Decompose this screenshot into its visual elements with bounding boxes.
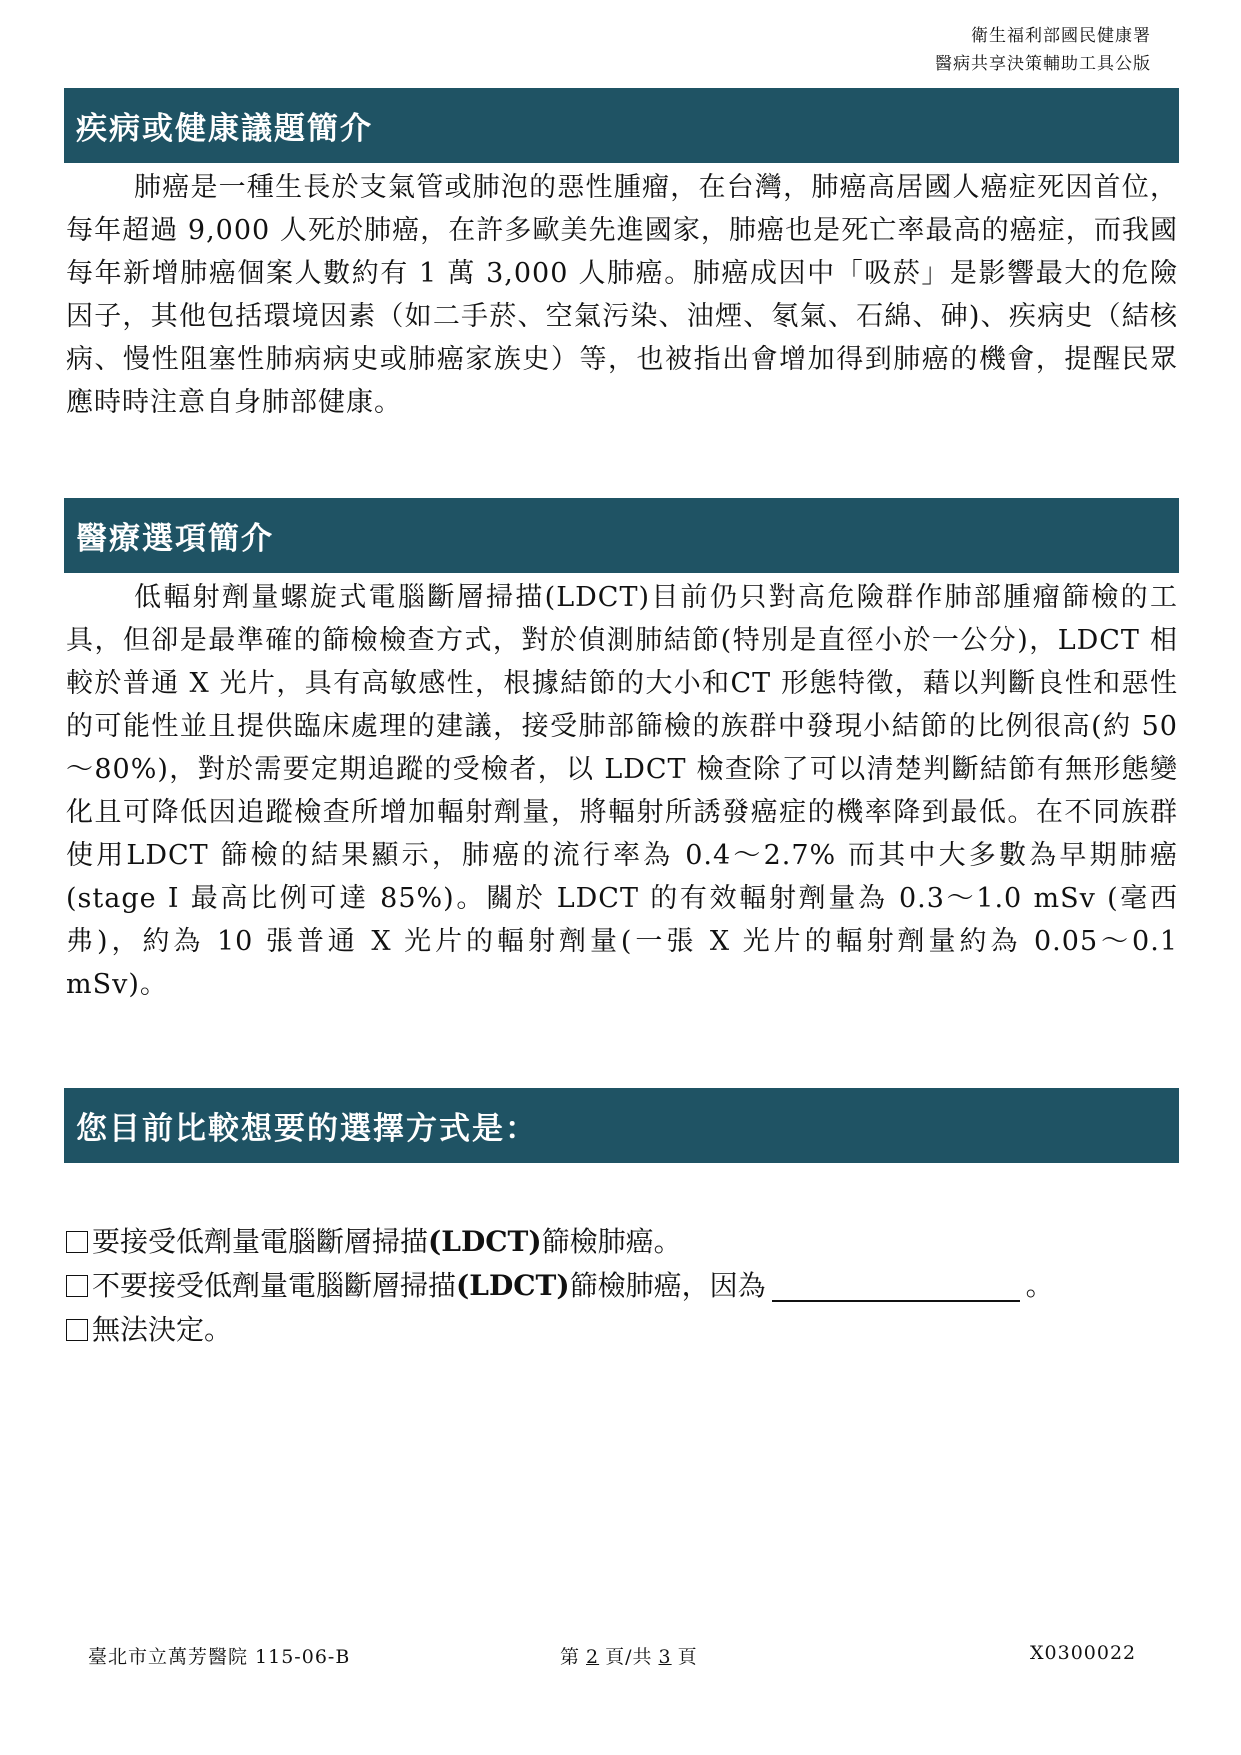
section-title-medical-options: 醫療選項簡介 [64, 498, 1179, 573]
document-header [935, 22, 1151, 78]
option-accept-text-bold: (LDCT) [428, 1225, 542, 1258]
option-decline-ldct[interactable] [66, 1264, 1054, 1308]
page-current: 2 [586, 1646, 600, 1668]
header-subtitle: 醫病共享決策輔助工具公版 [935, 54, 1151, 74]
option-decline-text-bold: (LDCT) [456, 1269, 570, 1302]
option-undecided-text: 無法決定。 [92, 1313, 233, 1346]
choice-options [66, 1220, 1054, 1352]
section-title-disease-intro: 疾病或健康議題簡介 [64, 88, 1179, 163]
option-decline-end: 。 [1025, 1269, 1054, 1302]
option-decline-text-post: 篩檢肺癌，因為 [569, 1269, 766, 1302]
page-prefix: 第 [560, 1646, 581, 1668]
option-accept-text-post: 篩檢肺癌。 [541, 1225, 682, 1258]
checkbox-accept[interactable] [66, 1231, 88, 1253]
page-suffix: 頁 [677, 1646, 698, 1668]
option-undecided[interactable] [66, 1308, 1054, 1352]
checkbox-decline[interactable] [66, 1275, 88, 1297]
option-decline-text-pre: 不要接受低劑量電腦斷層掃描 [92, 1269, 457, 1302]
option-accept-ldct[interactable] [66, 1220, 1054, 1264]
header-org: 衛生福利部國民健康署 [971, 26, 1151, 46]
reason-blank-field[interactable] [772, 1270, 1020, 1302]
checkbox-undecided[interactable] [66, 1319, 88, 1341]
page-total: 3 [658, 1646, 672, 1668]
option-accept-text-pre: 要接受低劑量電腦斷層掃描 [92, 1225, 429, 1258]
footer-page-number [560, 1642, 698, 1669]
page-mid: 頁/共 [605, 1646, 653, 1668]
footer-hospital: 臺北市立萬芳醫院 115-06-B [88, 1646, 351, 1668]
footer-doc-code: X0300022 [1030, 1642, 1137, 1664]
section-title-choice: 您目前比較想要的選擇方式是： [64, 1088, 1179, 1163]
disease-intro-text: 肺癌是一種生長於支氣管或肺泡的惡性腫瘤，在台灣，肺癌高居國人癌症死因首位，每年超過 9,000 人死於肺癌，在許多歐美先進國家，肺癌也是死亡率最高的癌症，而我國每年新增肺癌個案人數約有 1 萬 3,000 人肺癌。肺癌成因中「吸菸」是影響最大的危險因子，其他包括環境因素（如二手菸、空氣污染、油煙、氡氣、石綿、砷)、疾病史（結核病、慢性阻塞性肺病病史或肺癌家族史）等，也被指出會增加得到肺癌的機會，提醒民眾應時時注意自身肺部健康。 [66, 172, 1178, 418]
medical-options-text: 低輻射劑量螺旋式電腦斷層掃描(LDCT)目前仍只對高危險群作肺部腫瘤篩檢的工具，但卻是最準確的篩檢檢查方式，對於偵測肺結節(特別是直徑小於一公分)，LDCT 相較於普通 X 光片，具有高敏感性，根據結節的大小和CT 形態特徵，藉以判斷良性和惡性的可能性並且提供臨床處理的建議，接受肺部篩檢的族群中發現小結節的比例很高(約 50～80%)，對於需要定期追蹤的受檢者，以 LDCT 檢查除了可以清楚判斷結節有無形態變化且可降低因追蹤檢查所增加輻射劑量，將輻射所誘發癌症的機率降到最低。在不同族群使用LDCT 篩檢的結果顯示，肺癌的流行率為 0.4～2.7% 而其中大多數為早期肺癌(stage I 最高比例可達 85%)。關於 LDCT 的有效輻射劑量為 0.3～1.0 mSv (毫西弗)，約為 10 張普通 X 光片的輻射劑量(一張 X 光片的輻射劑量約為 0.05～0.1 mSv)。 [66, 582, 1178, 1000]
